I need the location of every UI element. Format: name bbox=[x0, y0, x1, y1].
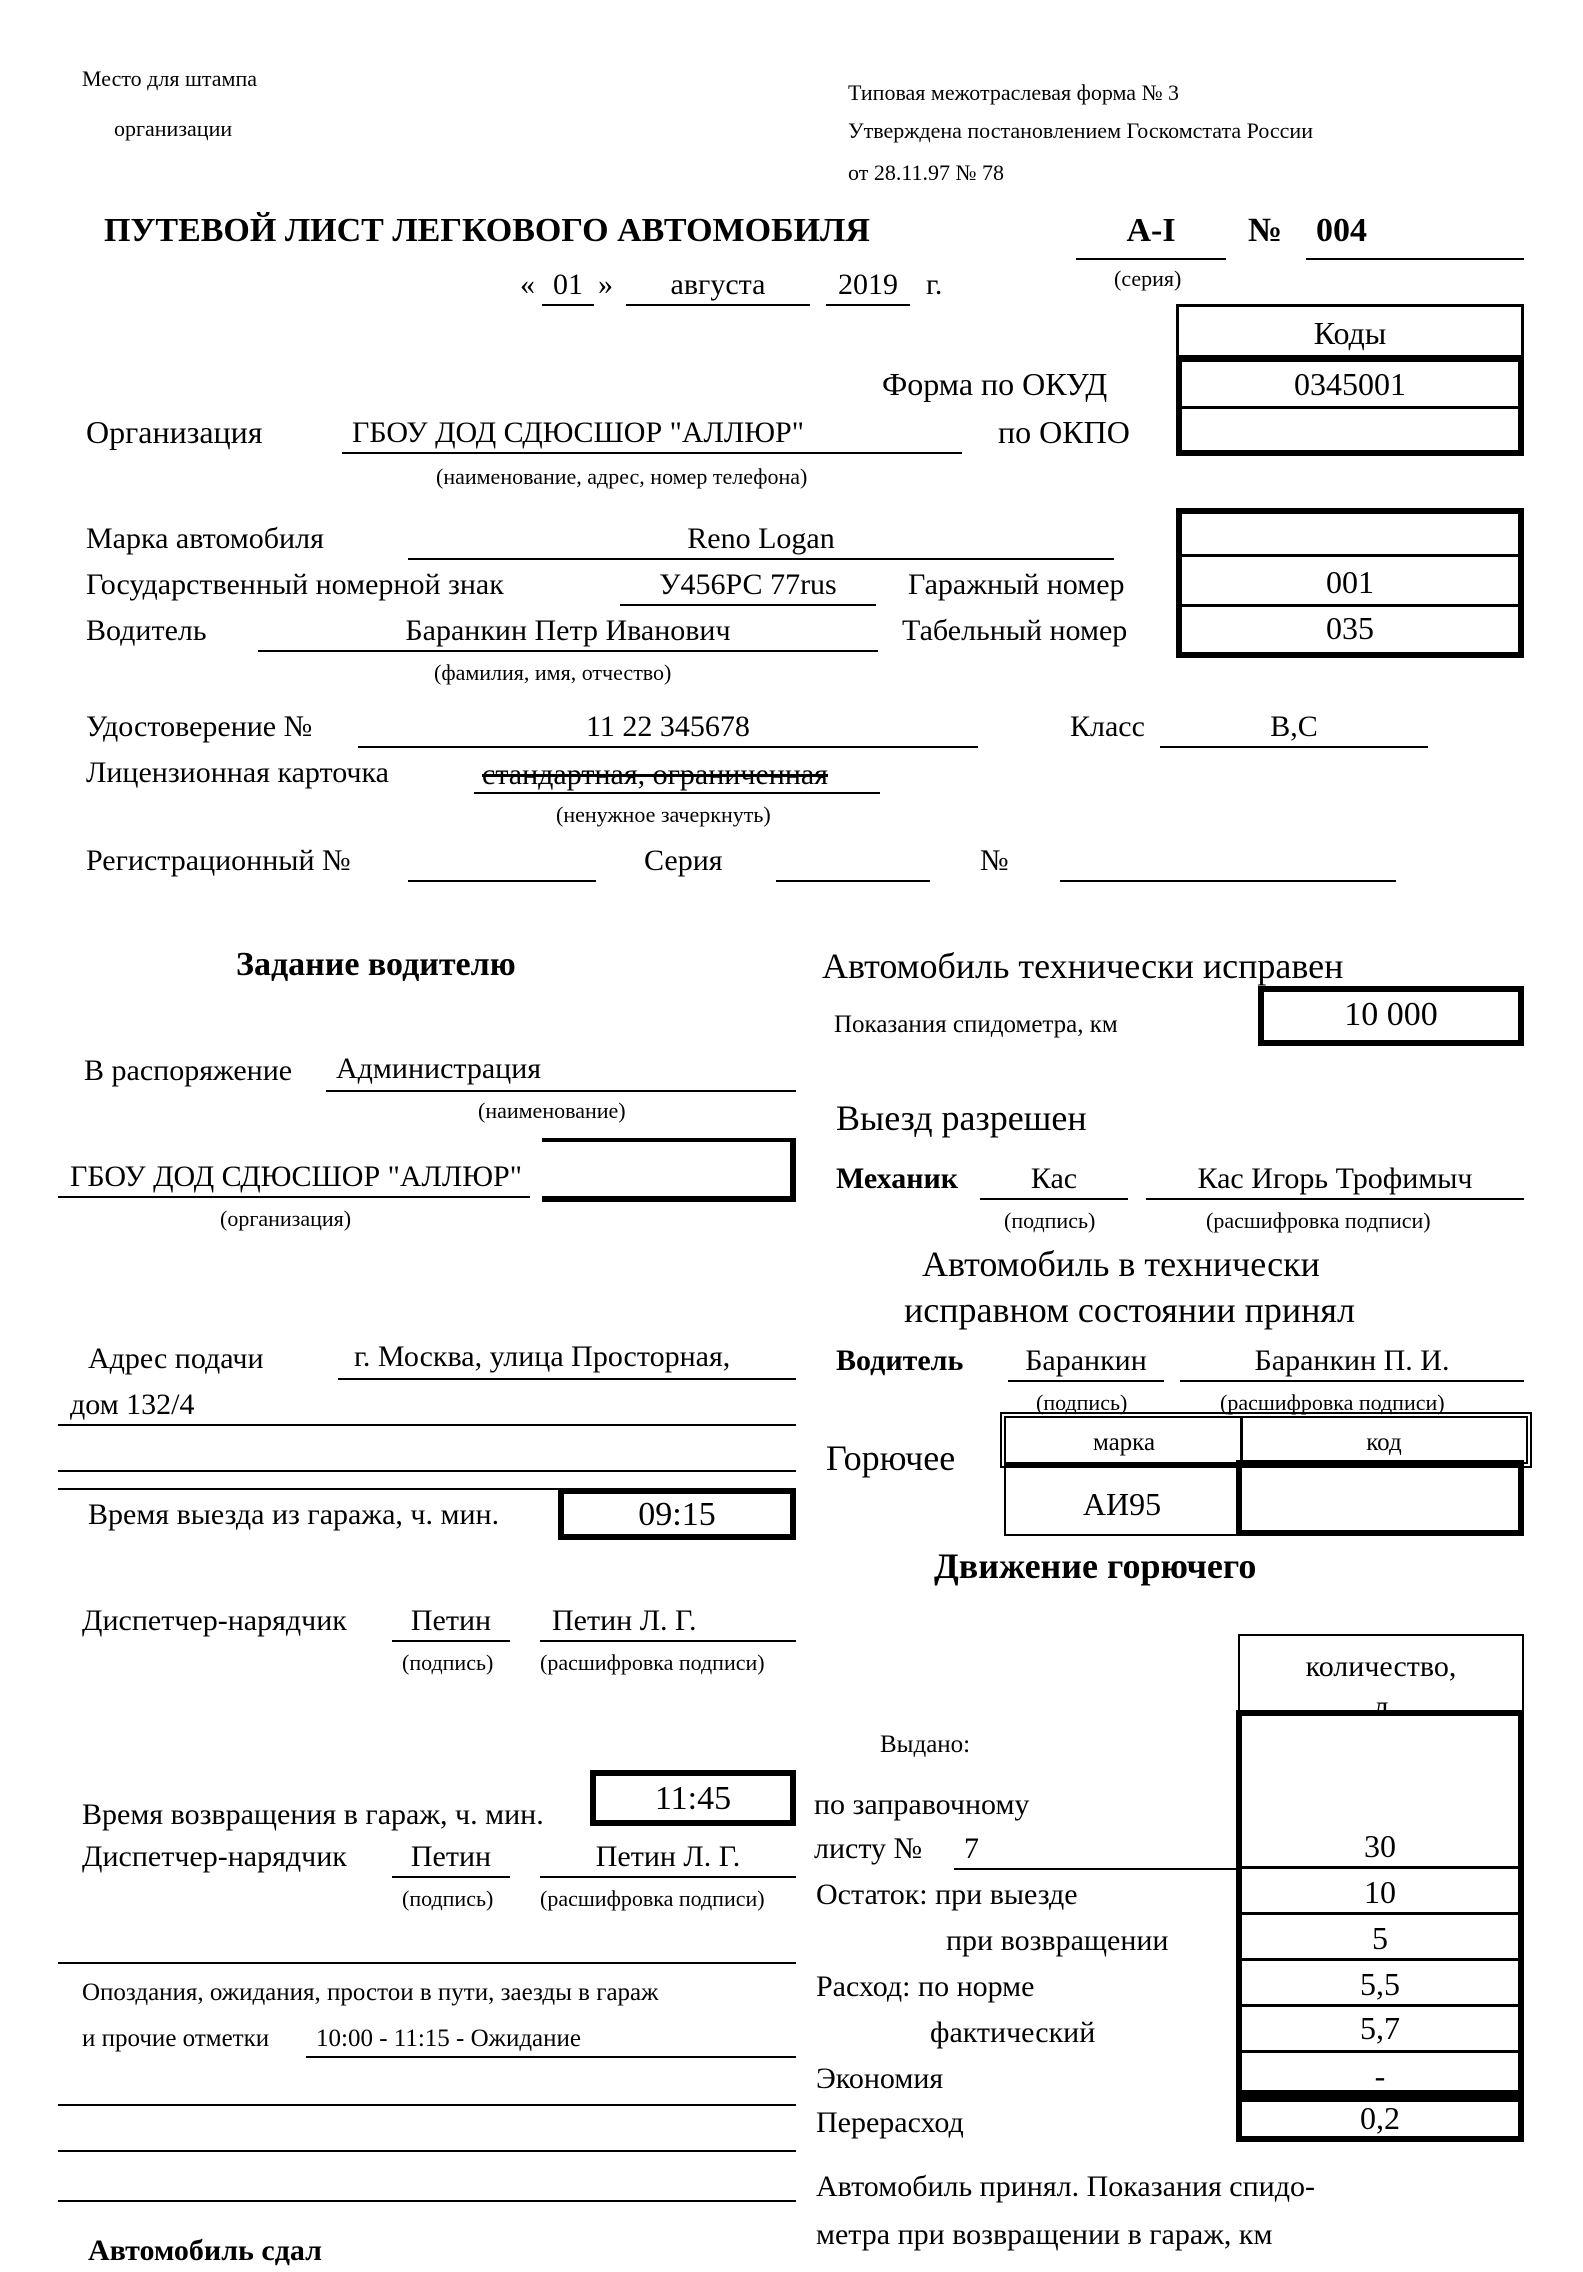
fuel-row-overrun-label: Перерасход bbox=[816, 2106, 964, 2139]
station-label-line2: листу № bbox=[814, 1832, 923, 1865]
odometer-label: Показания спидометра, км bbox=[834, 1011, 1118, 1038]
license-label: Удостоверение № bbox=[86, 710, 313, 743]
dispatcher2-sign-underline bbox=[392, 1876, 510, 1878]
series-value: А-I bbox=[1126, 212, 1176, 249]
dispatcher2-sign-caption: (подпись) bbox=[402, 1886, 494, 1911]
accepted-odometer-line2: метра при возвращении в гараж, км bbox=[816, 2218, 1273, 2251]
brand-label: Марка автомобиля bbox=[86, 522, 324, 555]
date-open-quote: « bbox=[520, 268, 535, 301]
task-org-box bbox=[542, 1138, 796, 1202]
depart-label: Время выезда из гаража, ч. мин. bbox=[88, 1498, 500, 1531]
license-underline bbox=[358, 746, 978, 748]
fuel-row-actual-value: 5,7 bbox=[1360, 2010, 1400, 2046]
delays-label-line2: и прочие отметки bbox=[82, 2025, 270, 2052]
mechanic-sign: Кас bbox=[1030, 1162, 1078, 1195]
address-value-line2: дом 132/4 bbox=[70, 1388, 195, 1421]
address-underline1 bbox=[338, 1378, 796, 1380]
form-info-line2: Утверждена постановлением Госкомстата России bbox=[848, 118, 1313, 143]
card-value: стандартная, ограниченная bbox=[482, 758, 828, 791]
dispatcher2-name: Петин Л. Г. bbox=[595, 1840, 741, 1873]
mechanic-decode-caption: (расшифровка подписи) bbox=[1206, 1208, 1431, 1233]
fuel-label: Горючее bbox=[826, 1438, 956, 1478]
reg-series-underline bbox=[776, 880, 930, 882]
mechanic-name-underline bbox=[1146, 1198, 1524, 1200]
license-value: 11 22 345678 bbox=[586, 710, 750, 743]
fuel-row-divider-5 bbox=[1236, 2050, 1524, 2053]
car-handed-label: Автомобиль сдал bbox=[88, 2234, 322, 2267]
fuel-brand-header: марка bbox=[1092, 1429, 1156, 1456]
card-caption: (ненужное зачеркнуть) bbox=[556, 802, 771, 827]
fuel-row-norm-label: Расход: по норме bbox=[816, 1970, 1035, 2003]
fuel-row-divider-3 bbox=[1236, 1958, 1524, 1961]
address-value-line1: г. Москва, улица Просторная, bbox=[354, 1340, 731, 1373]
dispatcher-decode-caption: (расшифровка подписи) bbox=[540, 1650, 765, 1675]
station-sheet-number: 7 bbox=[964, 1832, 979, 1865]
driver-caption: (фамилия, имя, отчество) bbox=[434, 660, 672, 685]
tech-driver-sign-caption: (подпись) bbox=[1036, 1390, 1128, 1415]
codes-header-cell bbox=[1176, 304, 1524, 358]
form-info-line1: Типовая межотраслевая форма № 3 bbox=[848, 80, 1180, 105]
fuel-row-economy-label: Экономия bbox=[816, 2062, 944, 2095]
delays-underline2 bbox=[58, 2104, 796, 2106]
dispatcher-name: Петин Л. Г. bbox=[552, 1604, 697, 1637]
date-close-quote: » bbox=[598, 268, 613, 301]
tech-driver-name: Баранкин П. И. bbox=[1254, 1344, 1450, 1377]
tech-driver-name-underline bbox=[1180, 1380, 1524, 1382]
fuel-row-remain-exit-label: Остаток: при выезде bbox=[816, 1878, 1078, 1911]
page-title: ПУТЕВОЙ ЛИСТ ЛЕГКОВОГО АВТОМОБИЛЯ bbox=[104, 212, 870, 249]
reg-num-label: № bbox=[980, 844, 1009, 877]
reg-series-label: Серия bbox=[644, 844, 723, 877]
tech-ok-title: Автомобиль технически исправен bbox=[822, 946, 1344, 986]
assign-caption: (наименование) bbox=[478, 1098, 626, 1123]
odometer-box bbox=[1258, 986, 1524, 1046]
return-label: Время возвращения в гараж, ч. мин. bbox=[82, 1798, 544, 1831]
date-day: 01 bbox=[553, 268, 583, 301]
fuel-row-remain-exit-value: 10 bbox=[1364, 1874, 1396, 1910]
plate-label: Государственный номерной знак bbox=[86, 568, 504, 601]
org-label: Организация bbox=[86, 414, 263, 450]
number-value: 004 bbox=[1316, 212, 1367, 249]
tech-driver-label: Водитель bbox=[836, 1344, 964, 1377]
brand-value: Reno Logan bbox=[687, 522, 835, 555]
mechanic-sign-underline bbox=[980, 1198, 1128, 1200]
fuel-code-header: код bbox=[1366, 1429, 1402, 1456]
accepted-odometer-line1: Автомобиль принял. Показания спидо- bbox=[816, 2170, 1315, 2203]
date-suffix: г. bbox=[926, 268, 943, 301]
card-label: Лицензионная карточка bbox=[86, 756, 389, 789]
delays-top-line bbox=[58, 1962, 796, 1964]
qty-header-line1: количество, bbox=[1305, 1650, 1457, 1683]
fuel-row-overrun-value: 0,2 bbox=[1360, 2100, 1400, 2136]
delays-label-line1: Опоздания, ожидания, простои в пути, заезды в гараж bbox=[82, 1979, 659, 2006]
date-month-underline bbox=[626, 304, 810, 306]
series-underline bbox=[1076, 258, 1226, 260]
delays-underline3 bbox=[58, 2150, 796, 2152]
tab-label: Табельный номер bbox=[902, 614, 1128, 647]
dispatcher-sign-underline bbox=[392, 1640, 510, 1642]
station-label-line1: по заправочному bbox=[814, 1788, 1030, 1821]
fuel-row-overrun-cell bbox=[1236, 2090, 1524, 2142]
exit-allowed: Выезд разрешен bbox=[836, 1098, 1087, 1138]
class-value: В,С bbox=[1270, 710, 1318, 743]
assign-underline bbox=[326, 1090, 796, 1092]
delays-value: 10:00 - 11:15 - Ожидание bbox=[316, 2025, 581, 2052]
delays-underline4 bbox=[58, 2200, 796, 2202]
address-underline3 bbox=[58, 1470, 796, 1472]
form-info-line3: от 28.11.97 № 78 bbox=[848, 160, 1004, 185]
assign-value: Администрация bbox=[336, 1052, 542, 1085]
series-caption: (серия) bbox=[1114, 266, 1182, 291]
number-underline bbox=[1306, 258, 1524, 260]
codes-divider bbox=[1176, 406, 1524, 409]
dispatcher-label: Диспетчер-нарядчик bbox=[82, 1604, 347, 1637]
fuel-row-remain-return-label: при возвращении bbox=[946, 1924, 1169, 1957]
date-year-underline bbox=[826, 304, 910, 306]
brand-underline bbox=[408, 558, 1114, 560]
okpo-label: по ОКПО bbox=[998, 414, 1130, 450]
reg-underline bbox=[408, 880, 596, 882]
depart-box bbox=[558, 1488, 796, 1540]
org-underline bbox=[342, 452, 962, 454]
driver-label: Водитель bbox=[86, 614, 207, 647]
stamp-label-line1: Место для штампа bbox=[82, 66, 258, 91]
dispatcher2-decode-caption: (расшифровка подписи) bbox=[540, 1886, 765, 1911]
address-underline2 bbox=[58, 1424, 796, 1426]
class-label: Класс bbox=[1070, 710, 1145, 743]
depart-value: 09:15 bbox=[638, 1496, 716, 1533]
tab-value: 035 bbox=[1326, 610, 1374, 646]
class-underline bbox=[1160, 746, 1428, 748]
plate-value: У456РС 77rus bbox=[659, 568, 837, 601]
tech-driver-sign: Баранкин bbox=[1025, 1344, 1147, 1377]
fuel-row-actual-label: фактический bbox=[930, 2016, 1096, 2049]
codes-car-divider2 bbox=[1176, 604, 1524, 607]
plate-underline bbox=[620, 604, 876, 606]
driver-underline bbox=[258, 650, 878, 652]
address-label: Адрес подачи bbox=[88, 1342, 264, 1375]
task-org-caption: (организация) bbox=[220, 1206, 352, 1231]
station-sheet-underline bbox=[954, 1868, 1240, 1870]
date-month: августа bbox=[670, 268, 766, 301]
tech-driver-sign-underline bbox=[1008, 1380, 1164, 1382]
number-sign: № bbox=[1248, 212, 1283, 249]
assign-label: В распоряжение bbox=[84, 1054, 293, 1087]
fuel-movement-title: Движение горючего bbox=[934, 1546, 1257, 1586]
return-value: 11:45 bbox=[654, 1780, 732, 1817]
tech-driver-decode-caption: (расшифровка подписи) bbox=[1220, 1390, 1445, 1415]
reg-label: Регистрационный № bbox=[86, 844, 351, 877]
fuel-row-divider-2 bbox=[1236, 1912, 1524, 1915]
dispatcher2-sign: Петин bbox=[410, 1840, 492, 1873]
mechanic-name: Кас Игорь Трофимыч bbox=[1197, 1162, 1473, 1195]
accepted-line2: исправном состоянии принял bbox=[904, 1290, 1355, 1330]
fuel-row-divider-4 bbox=[1236, 2004, 1524, 2007]
dispatcher2-label: Диспетчер-нарядчик bbox=[82, 1840, 347, 1873]
garage-label: Гаражный номер bbox=[908, 568, 1125, 601]
codes-car-divider1 bbox=[1176, 554, 1524, 557]
reg-num-underline bbox=[1060, 880, 1396, 882]
fuel-code-cell bbox=[1236, 1460, 1524, 1536]
fuel-row-remain-return-value: 5 bbox=[1372, 1920, 1388, 1956]
stamp-label-line2: организации bbox=[114, 116, 233, 141]
fuel-brand-value: АИ95 bbox=[1082, 1486, 1162, 1522]
fuel-row-issued-value: 30 bbox=[1364, 1828, 1396, 1864]
mechanic-label: Механик bbox=[836, 1162, 959, 1195]
codes-header: Коды bbox=[1313, 315, 1387, 351]
dispatcher-sign-caption: (подпись) bbox=[402, 1650, 494, 1675]
org-caption: (наименование, адрес, номер телефона) bbox=[436, 464, 808, 489]
date-year: 2019 bbox=[838, 268, 898, 301]
okud-value: 0345001 bbox=[1294, 366, 1406, 402]
fuel-row-economy-value: - bbox=[1374, 2058, 1386, 2094]
return-box bbox=[590, 1770, 796, 1826]
fuel-brand-cell bbox=[1004, 1464, 1240, 1536]
issued-label: Выдано: bbox=[880, 1731, 971, 1758]
qty-header-line2: л bbox=[1373, 1692, 1389, 1716]
date-day-underline bbox=[542, 304, 594, 306]
task-org-value: ГБОУ ДОД СДЮСШОР "АЛЛЮР" bbox=[70, 1160, 522, 1193]
fuel-row-divider-1 bbox=[1236, 1866, 1524, 1869]
org-value: ГБОУ ДОД СДЮСШОР "АЛЛЮР" bbox=[352, 416, 804, 449]
mechanic-sign-caption: (подпись) bbox=[1004, 1208, 1096, 1233]
fuel-row-norm-value: 5,5 bbox=[1360, 1966, 1400, 2002]
card-underline bbox=[474, 792, 880, 794]
fuel-header-divider bbox=[1240, 1418, 1243, 1464]
dispatcher2-name-underline bbox=[540, 1876, 796, 1878]
odometer-value: 10 000 bbox=[1344, 996, 1438, 1033]
qty-header-cell bbox=[1238, 1634, 1524, 1716]
task-title: Задание водителю bbox=[236, 946, 516, 983]
accepted-line1: Автомобиль в технически bbox=[922, 1244, 1320, 1284]
dispatcher-sign: Петин bbox=[410, 1604, 492, 1637]
garage-value: 001 bbox=[1326, 564, 1374, 600]
delays-underline1 bbox=[306, 2056, 796, 2058]
driver-value: Баранкин Петр Иванович bbox=[405, 614, 731, 647]
okud-label: Форма по ОКУД bbox=[882, 366, 1108, 402]
dispatcher-name-underline bbox=[540, 1640, 796, 1642]
task-org-underline bbox=[58, 1196, 530, 1198]
